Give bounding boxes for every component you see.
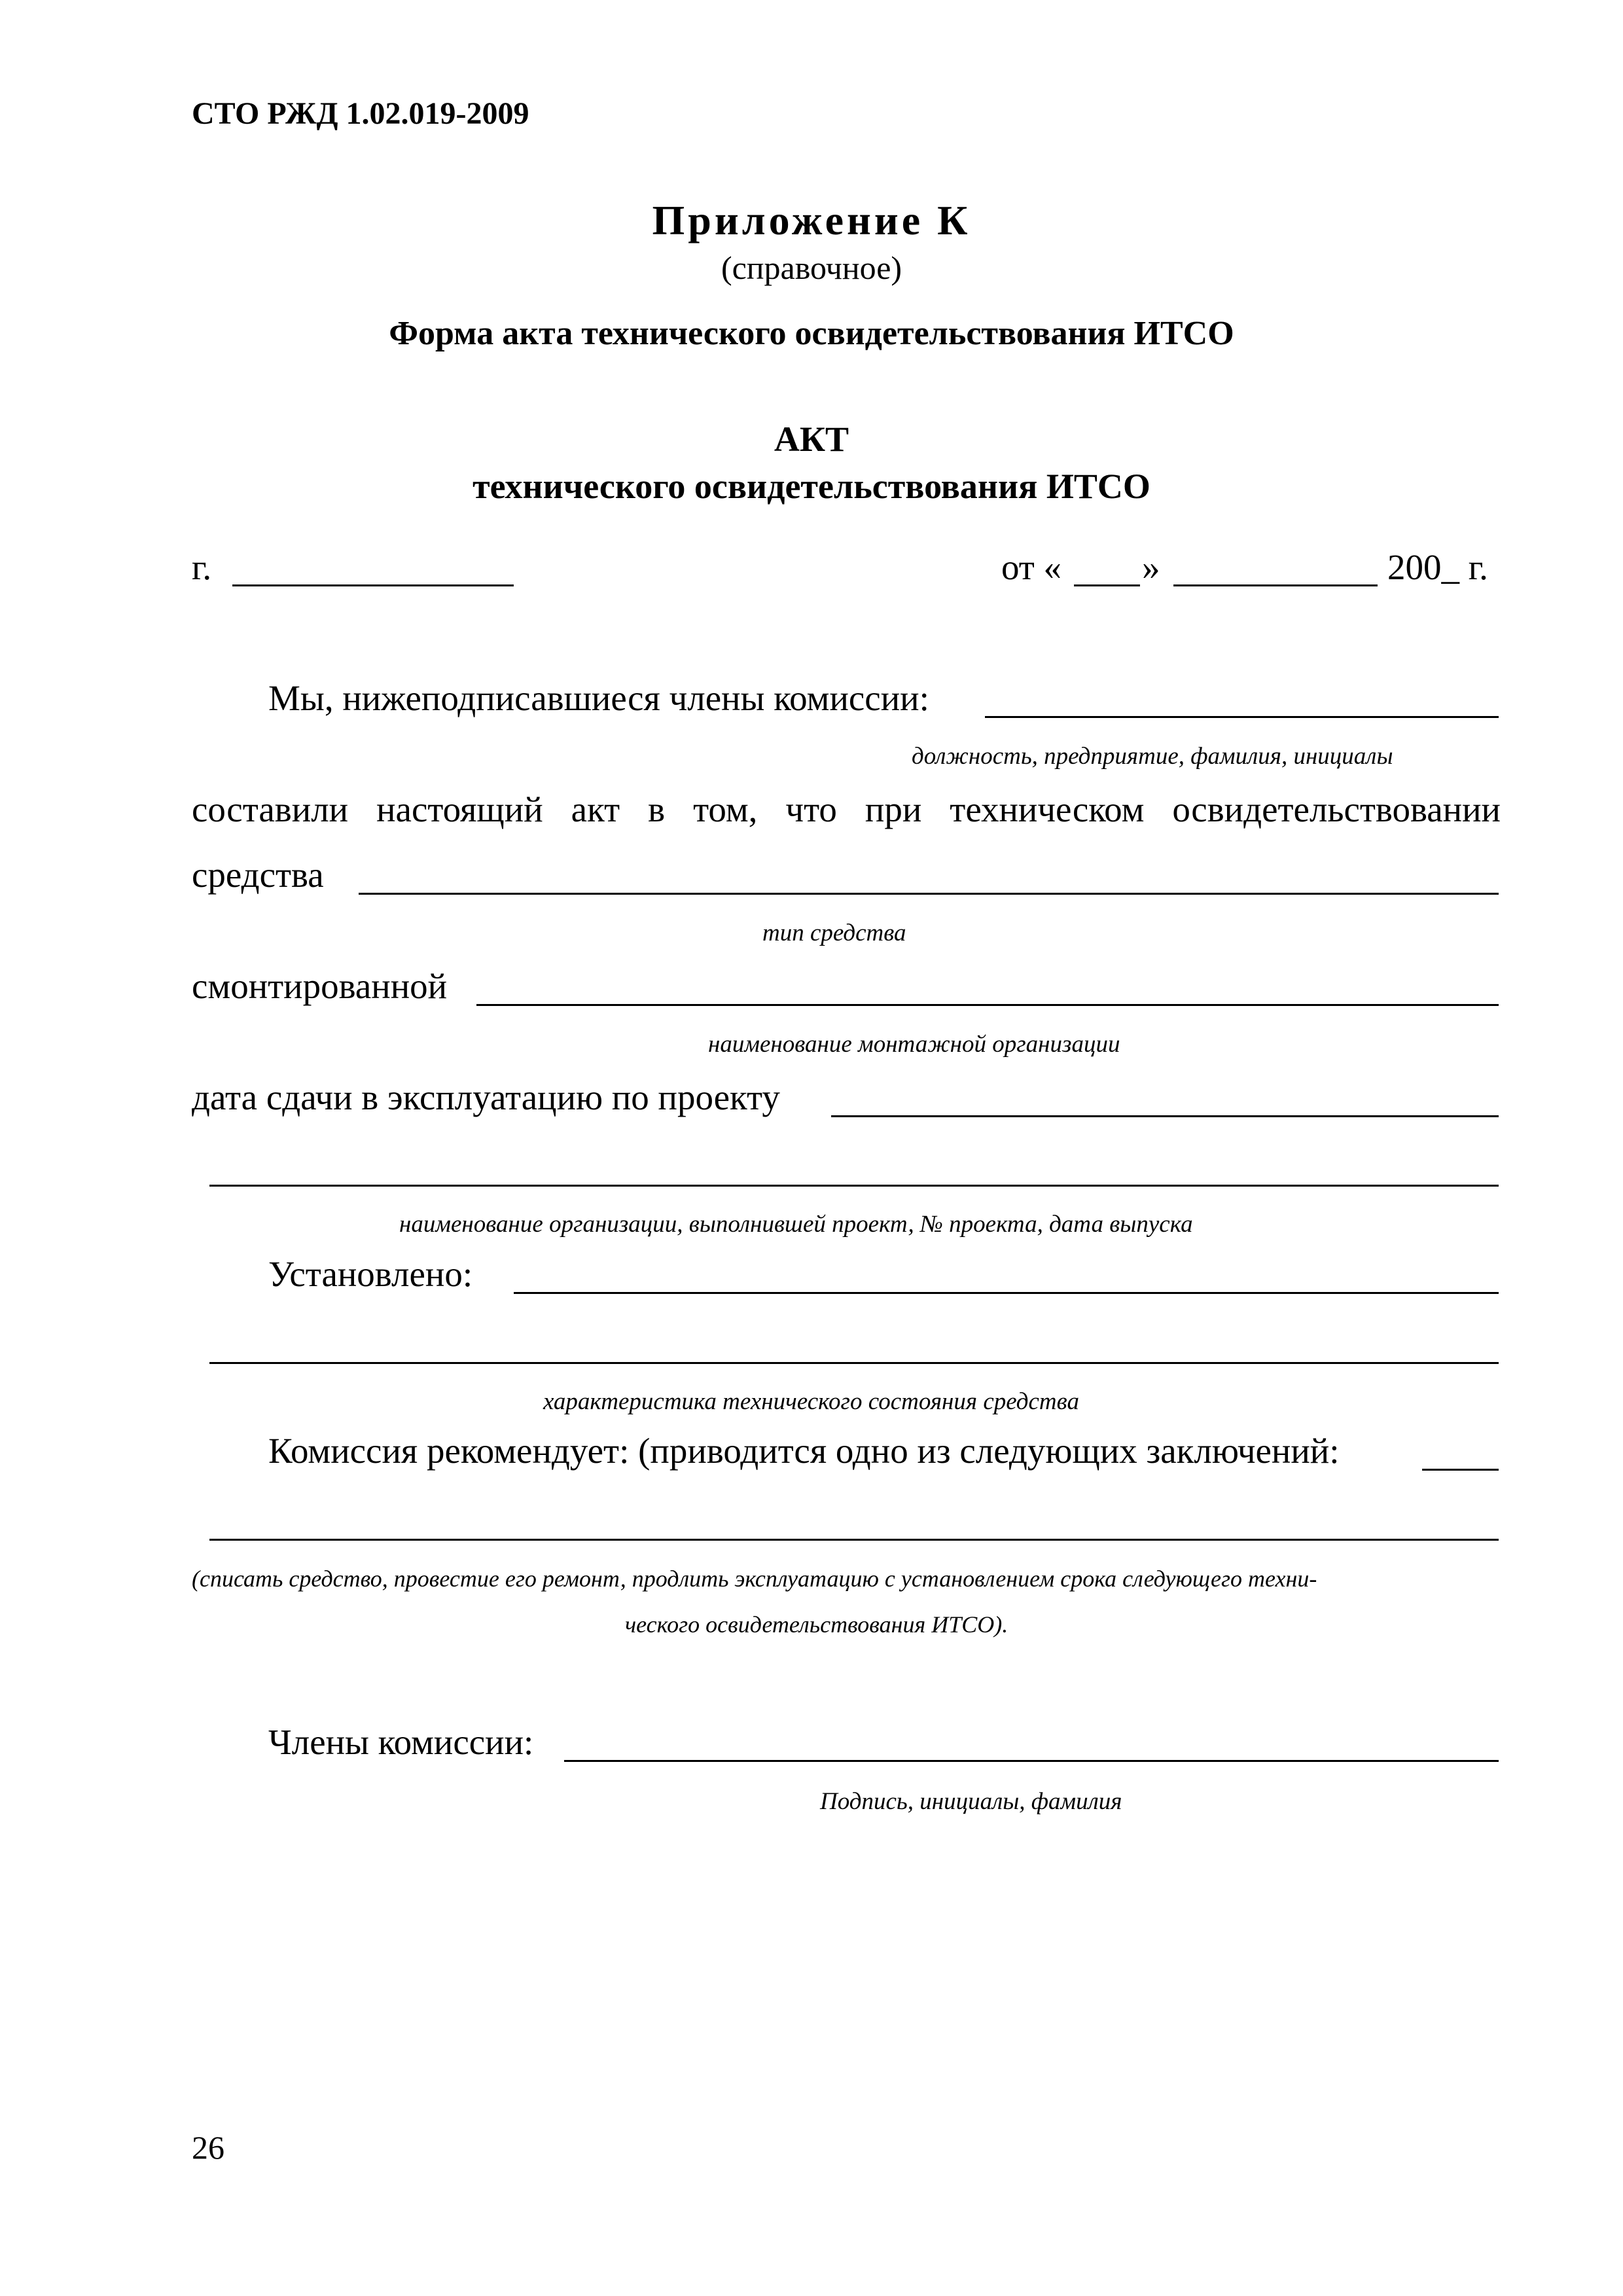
year-label: 200_ г. bbox=[1387, 547, 1488, 587]
commission-intro: Мы, нижеподписавшиеся члены комиссии: bbox=[268, 678, 929, 718]
appendix-title: Приложение К bbox=[652, 197, 971, 243]
form-title: Форма акта технического освидетельствования ИТСО bbox=[389, 315, 1234, 352]
recommends-line-1[interactable] bbox=[1422, 1469, 1499, 1471]
established-line-1[interactable] bbox=[514, 1292, 1499, 1294]
statement-word: настоящий bbox=[376, 789, 543, 829]
statement-word: техническом bbox=[950, 789, 1145, 829]
date-close-quote: » bbox=[1142, 547, 1160, 587]
commission-intro-caption: должность, предприятие, фамилия, инициалы bbox=[912, 743, 1393, 770]
mounted-caption: наименование монтажной организации bbox=[708, 1031, 1120, 1058]
commission-members-line[interactable] bbox=[985, 716, 1499, 718]
city-blank-line[interactable] bbox=[232, 584, 514, 586]
statement-line bbox=[192, 789, 1501, 830]
established-caption: характеристика технического состояния средства bbox=[543, 1388, 1079, 1415]
statement-word: в bbox=[648, 789, 666, 829]
date-from-label: от « bbox=[1001, 547, 1062, 587]
commissioning-label: дата сдачи в эксплуатацию по проекту bbox=[192, 1077, 780, 1117]
project-line[interactable] bbox=[209, 1185, 1499, 1187]
means-type-line[interactable] bbox=[359, 893, 1499, 895]
day-blank-line[interactable] bbox=[1074, 584, 1140, 586]
act-subtitle: технического освидетельствования ИТСО bbox=[473, 467, 1150, 506]
recommends-label: Комиссия рекомендует: (приводится одно из следующих заключений: bbox=[268, 1431, 1340, 1471]
statement-word: акт bbox=[571, 789, 620, 829]
statement-word: освидетельствовании bbox=[1172, 789, 1501, 829]
members-label: Члены комиссии: bbox=[268, 1722, 534, 1762]
statement-word: что bbox=[785, 789, 837, 829]
appendix-note: (справочное) bbox=[721, 249, 902, 286]
members-signature-line[interactable] bbox=[564, 1760, 1499, 1762]
established-line-2[interactable] bbox=[209, 1362, 1499, 1364]
city-prefix: г. bbox=[192, 547, 212, 587]
means-caption: тип средства bbox=[762, 920, 906, 946]
recommends-caption-line-2: ческого освидетельствования ИТСО). bbox=[625, 1611, 1008, 1638]
document-code: СТО РЖД 1.02.019-2009 bbox=[192, 96, 529, 131]
recommends-caption-line-1: (списать средство, провестие его ремонт, продлить эксплуатацию с установлением срока следующего техни- bbox=[192, 1566, 1317, 1592]
mounted-org-line[interactable] bbox=[476, 1004, 1499, 1006]
statement-word: составили bbox=[192, 789, 349, 829]
month-blank-line[interactable] bbox=[1173, 584, 1378, 586]
project-caption: наименование организации, выполнившей проект, № проекта, дата выпуска bbox=[399, 1211, 1193, 1238]
statement-word: том, bbox=[693, 789, 758, 829]
mounted-label: смонтированной bbox=[192, 966, 448, 1006]
established-label: Установлено: bbox=[268, 1254, 473, 1294]
members-caption: Подпись, инициалы, фамилия bbox=[820, 1788, 1122, 1815]
means-label: средства bbox=[192, 855, 324, 895]
recommends-line-2[interactable] bbox=[209, 1539, 1499, 1541]
page-number: 26 bbox=[192, 2129, 224, 2166]
act-title: АКТ bbox=[774, 420, 849, 459]
statement-word: при bbox=[865, 789, 922, 829]
commissioning-line[interactable] bbox=[831, 1115, 1499, 1117]
